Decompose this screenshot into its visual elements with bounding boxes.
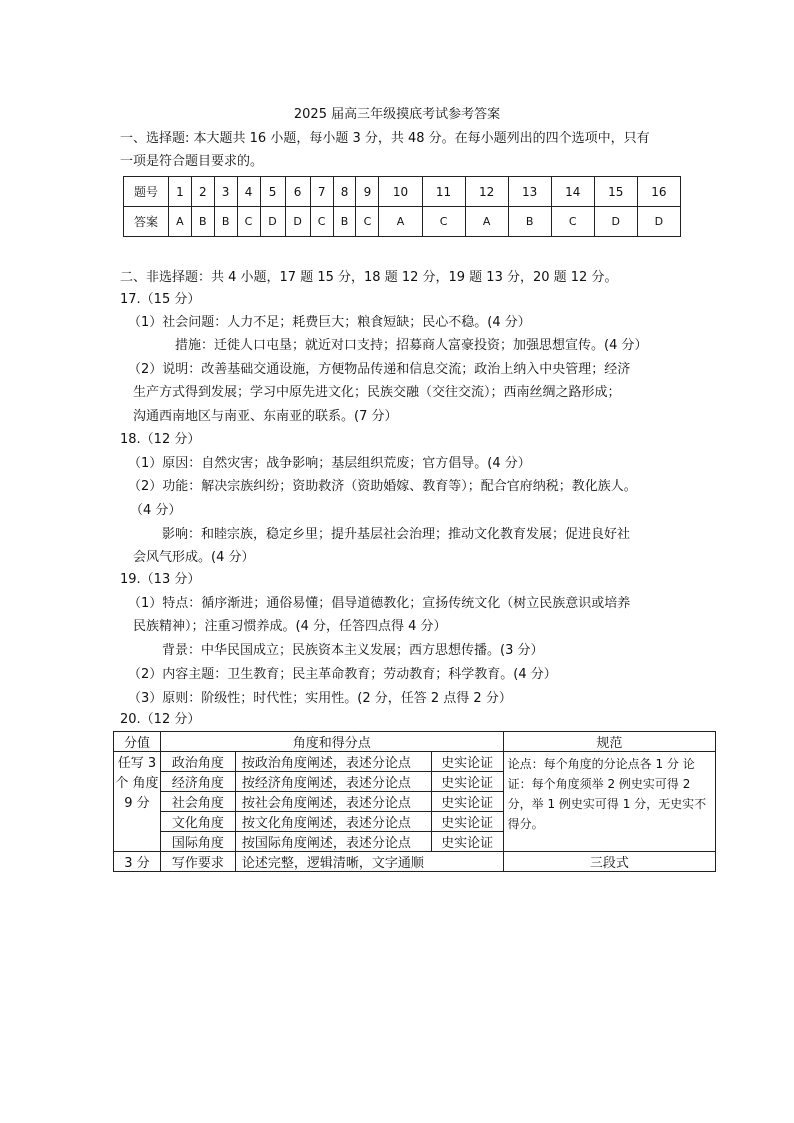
page-title: 2025 届高三年级摸底考试参考答案	[293, 107, 501, 122]
answer-cell: C	[310, 207, 333, 237]
angle-cell: 国际角度	[160, 832, 235, 852]
point-cell: 按社会角度阐述，表述分论点	[235, 792, 431, 812]
number-row	[124, 177, 681, 207]
q20-last-row	[114, 852, 716, 872]
question-number-cell: 12	[465, 177, 508, 207]
point-cell: 按经济角度阐述，表述分论点	[235, 772, 431, 792]
writing-req-label: 写作要求	[160, 852, 235, 872]
question-number-cell: 6	[285, 177, 310, 207]
angle-cell: 经济角度	[160, 772, 235, 792]
q20-scoring-table	[113, 731, 716, 872]
q17-line4: 生产方式得到发展；学习中原先进文化；民族交融（交往交流）；西南丝绸之路形成；	[133, 385, 621, 400]
proof-cell: 史实论证	[431, 752, 503, 772]
q19-heading: 19.（13 分）	[120, 572, 201, 587]
answer-cell: C	[356, 207, 379, 237]
number-row-header: 题号	[124, 177, 169, 207]
question-number-cell: 8	[333, 177, 356, 207]
answer-cell: D	[260, 207, 285, 237]
q20-header-row	[114, 732, 716, 752]
answer-cell: A	[465, 207, 508, 237]
answer-cell: D	[285, 207, 310, 237]
q18-line3: （4 分）	[130, 503, 182, 518]
question-number-cell: 11	[422, 177, 465, 207]
q17-line5: 沟通西南地区与南亚、东南亚的联系。(7 分）	[133, 409, 398, 424]
last-norm-cell: 三段式	[503, 852, 715, 872]
question-number-cell: 13	[508, 177, 551, 207]
q17-line2: 措施：迁徙人口屯垦；就近对口支持；招募商人富豪投资；加强思想宣传。(4 分）	[175, 338, 648, 353]
answer-cell: B	[508, 207, 551, 237]
question-number-cell: 10	[379, 177, 422, 207]
proof-cell: 史实论证	[431, 792, 503, 812]
answer-cell: C	[551, 207, 594, 237]
question-number-cell: 3	[214, 177, 237, 207]
question-number-cell: 9	[356, 177, 379, 207]
answer-cell: D	[637, 207, 680, 237]
col-score-header: 分值	[114, 732, 161, 752]
answer-cell: B	[214, 207, 237, 237]
col-norm-header: 规范	[503, 732, 715, 752]
norm-text-cell: 论点：每个角度的分论点各 1 分 论证：每个角度须举 2 例史实可得 2 分，举 1 例史实可得 1 分，无史实不得分。	[503, 752, 715, 852]
answer-cell: C	[422, 207, 465, 237]
answer-row	[124, 207, 681, 237]
answer-cell: D	[594, 207, 637, 237]
q18-line4: 影响：和睦宗族，稳定乡里；提升基层社会治理；推动文化教育发展；促进良好社	[162, 527, 631, 542]
score-main-cell: 任写 3 个 角度 9 分	[114, 752, 161, 852]
q18-line1: （1）原因：自然灾害；战争影响；基层组织荒废；官方倡导。(4 分）	[128, 456, 531, 471]
proof-cell: 史实论证	[431, 832, 503, 852]
section1-line1: 一、选择题: 本大题共 16 小题，每小题 3 分，共 48 分。在每小题列出的四个选项中，只有	[120, 131, 650, 146]
point-cell: 按政治角度阐述，表述分论点	[235, 752, 431, 772]
q20-heading: 20.（12 分）	[120, 712, 201, 727]
q19-line5: （3）原则：阶级性；时代性；实用性。(2 分，任答 2 点得 2 分）	[128, 691, 512, 706]
angle-cell: 社会角度	[160, 792, 235, 812]
q19-line1: （1）特点：循序渐进；通俗易懂；倡导道德教化；宣扬传统文化（树立民族意识或培养	[128, 596, 631, 611]
answer-cell: B	[191, 207, 214, 237]
answer-row-header: 答案	[124, 207, 169, 237]
question-number-cell: 16	[637, 177, 680, 207]
question-number-cell: 1	[169, 177, 192, 207]
point-cell: 按文化角度阐述，表述分论点	[235, 812, 431, 832]
point-cell: 按国际角度阐述，表述分论点	[235, 832, 431, 852]
question-number-cell: 7	[310, 177, 333, 207]
answer-cell: A	[379, 207, 422, 237]
angle-cell: 文化角度	[160, 812, 235, 832]
question-number-cell: 2	[191, 177, 214, 207]
q20-row-0	[114, 752, 716, 772]
writing-req-text: 论述完整，逻辑清晰，文字通顺	[235, 852, 503, 872]
angle-cell: 政治角度	[160, 752, 235, 772]
answer-cell: C	[237, 207, 260, 237]
question-number-cell: 14	[551, 177, 594, 207]
answer-cell: B	[333, 207, 356, 237]
proof-cell: 史实论证	[431, 812, 503, 832]
section1-line2: 一项是符合题目要求的。	[120, 154, 264, 169]
q19-line3: 背景：中华民国成立；民族资本主义发展；西方思想传播。(3 分）	[162, 643, 544, 658]
q17-line1: （1）社会问题：人力不足；耗费巨大；粮食短缺；民心不稳。(4 分）	[128, 315, 531, 330]
section2-heading: 二、非选择题：共 4 小题，17 题 15 分，18 题 12 分，19 题 13 分，20 题 12 分。	[120, 270, 618, 285]
question-number-cell: 4	[237, 177, 260, 207]
question-number-cell: 5	[260, 177, 285, 207]
col-angle-header: 角度和得分点	[160, 732, 503, 752]
question-number-cell: 15	[594, 177, 637, 207]
q18-line2: （2）功能：解决宗族纠纷；资助救济（资助婚嫁、教育等）；配合官府纳税；教化族人。	[128, 479, 637, 494]
proof-cell: 史实论证	[431, 772, 503, 792]
multiple-choice-answer-table	[123, 176, 681, 237]
q17-line3: （2）说明：改善基础交通设施，方便物品传递和信息交流；政治上纳入中央管理；经济	[128, 362, 631, 377]
q18-line5: 会风气形成。(4 分）	[133, 550, 255, 565]
q17-heading: 17.（15 分）	[120, 292, 201, 307]
answer-cell: A	[169, 207, 192, 237]
q19-line2: 民族精神）；注重习惯养成。(4 分，任答四点得 4 分）	[133, 619, 447, 634]
q18-heading: 18.（12 分）	[120, 432, 201, 447]
q19-line4: （2）内容主题：卫生教育；民主革命教育；劳动教育；科学教育。(4 分）	[128, 667, 557, 682]
last-score-cell: 3 分	[114, 852, 161, 872]
